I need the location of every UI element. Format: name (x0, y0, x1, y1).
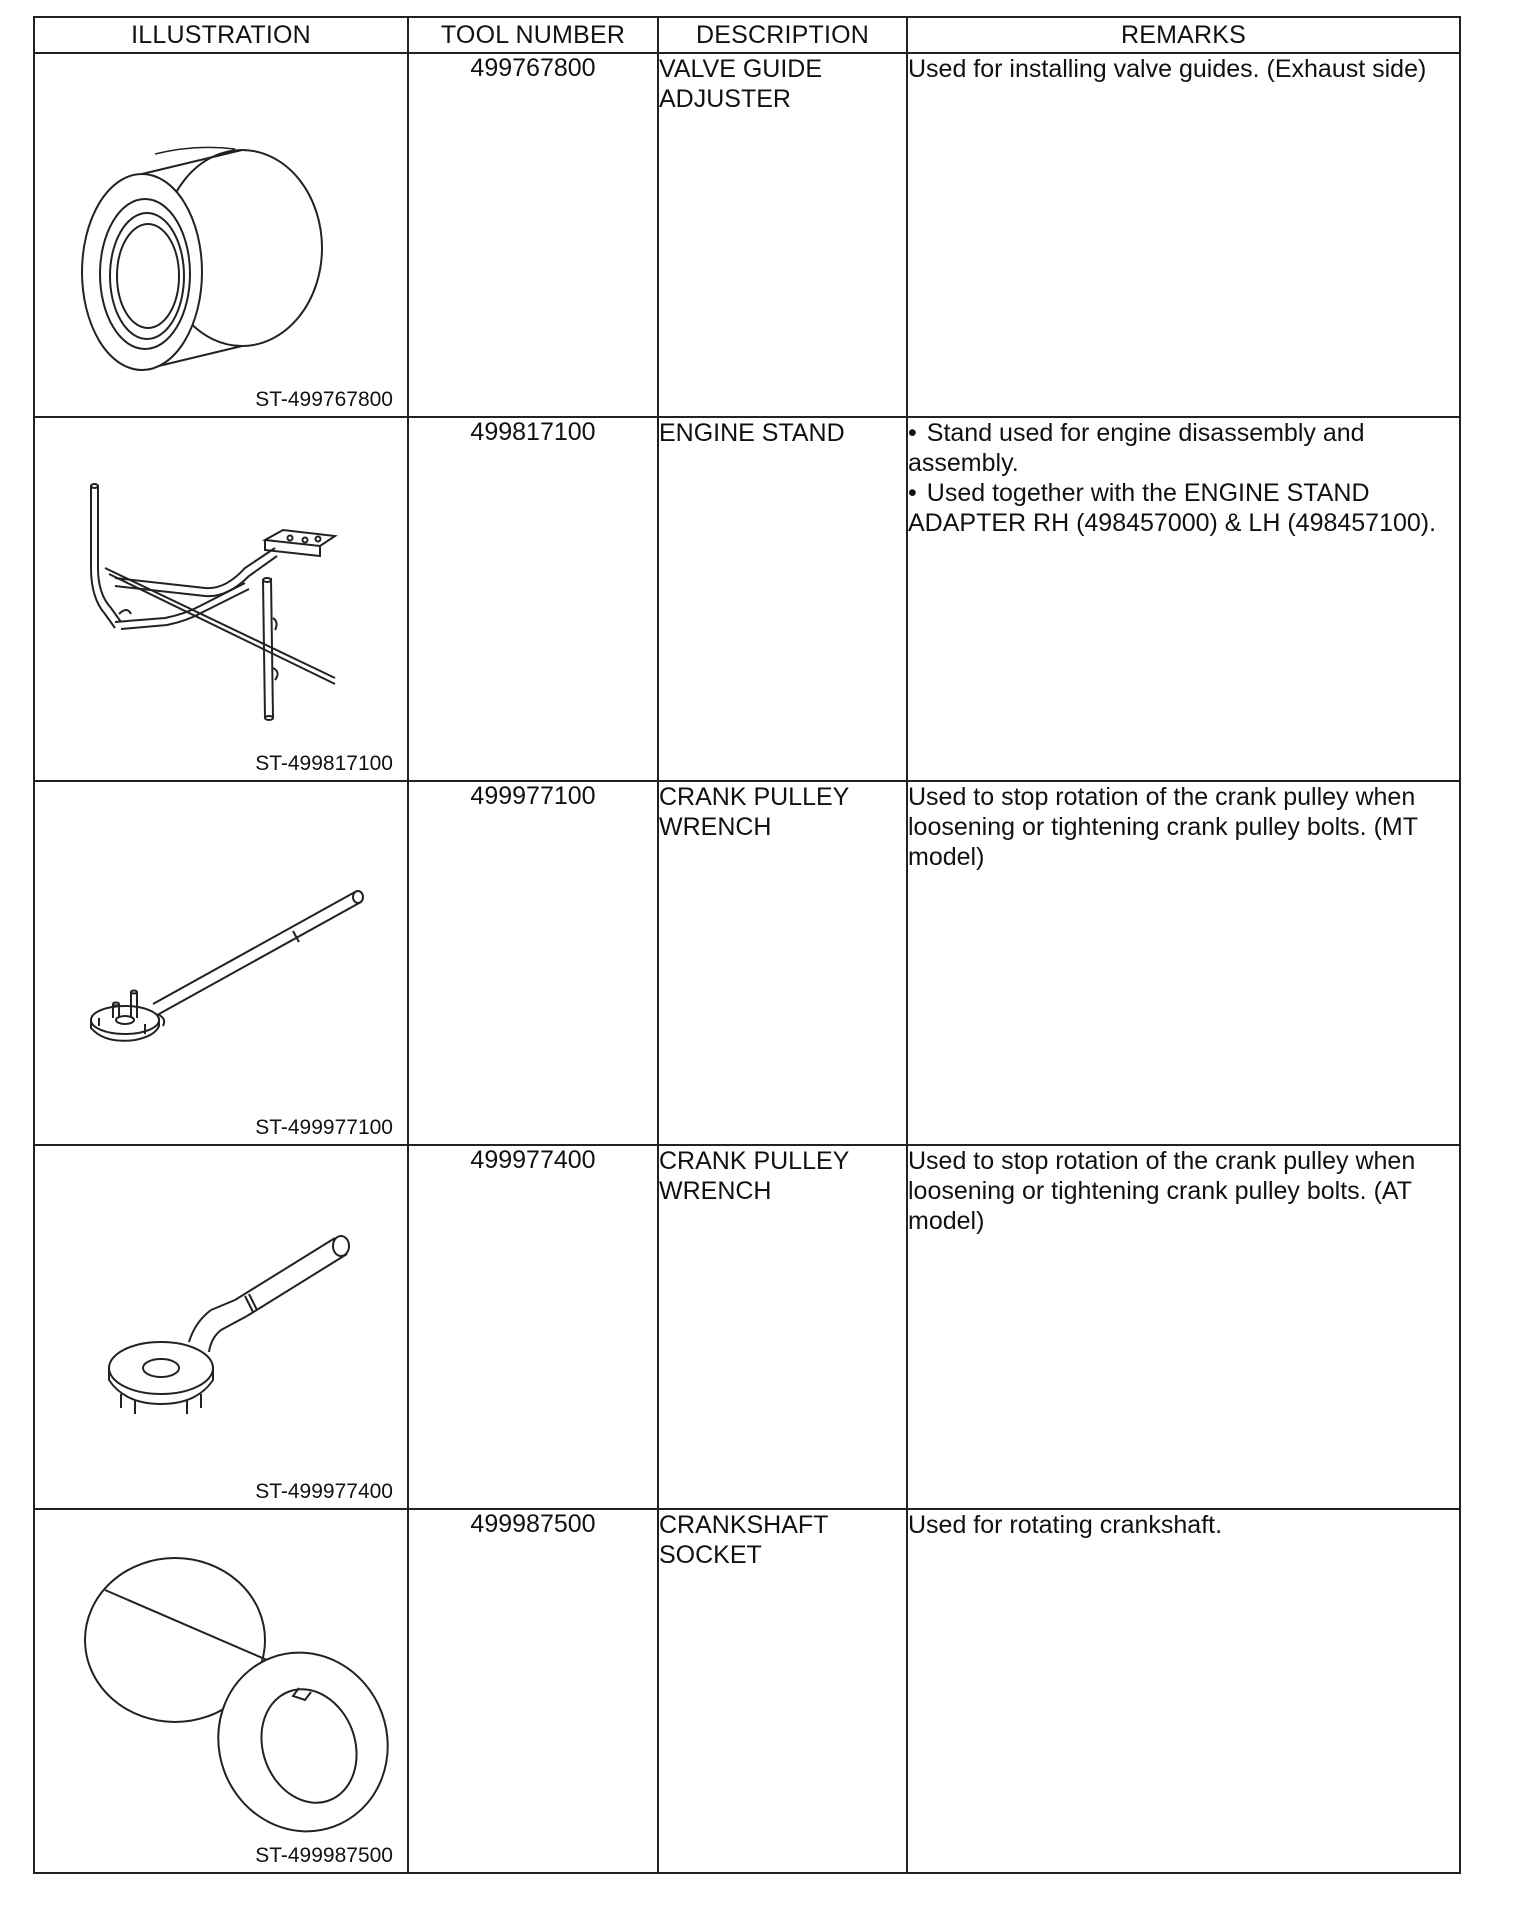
crankshaft-socket-icon (35, 1510, 407, 1874)
header-row (34, 17, 1460, 53)
remarks-bullet: • Stand used for engine disassembly and assembly. (908, 419, 1365, 477)
remarks-cell (907, 781, 1460, 1145)
description-line: VALVE GUIDE (659, 55, 823, 83)
tool-number-cell: 499817100 (408, 417, 658, 781)
description-cell (658, 53, 907, 417)
header-description: DESCRIPTION (658, 17, 907, 53)
special-tools-table (33, 16, 1461, 1874)
tool-number-cell: 499977400 (408, 1145, 658, 1509)
illustration-code: ST-499987500 (255, 1844, 393, 1867)
remarks-text: Used to stop rotation of the crank pulley when loosening or tightening crank pulley bolts. (MT model) (908, 783, 1418, 871)
description-line: SOCKET (659, 1541, 762, 1569)
crank-pulley-wrench-mt-icon (35, 782, 407, 1146)
remarks-bullet: • Used together with the ENGINE STAND ADAPTER RH (498457000) & LH (498457100). (908, 479, 1437, 537)
crank-pulley-wrench-at-icon (35, 1146, 407, 1510)
remarks-cell (907, 1145, 1460, 1509)
description-cell (658, 1509, 907, 1873)
description-cell (658, 781, 907, 1145)
description-line: CRANK PULLEY (659, 783, 850, 811)
illustration-cell (34, 1509, 408, 1873)
header-tool-number: TOOL NUMBER (408, 17, 658, 53)
remarks-bullet-text: Used together with the ENGINE STAND ADAPTER RH (498457000) & LH (498457100). (908, 479, 1437, 537)
remarks-text: Used for rotating crankshaft. (908, 1511, 1223, 1539)
remarks-cell (907, 1509, 1460, 1873)
tool-number-cell: 499767800 (408, 53, 658, 417)
description-line: WRENCH (659, 1177, 772, 1205)
engine-stand-icon (35, 418, 407, 782)
illustration-cell (34, 781, 408, 1145)
description-line: ADJUSTER (659, 85, 791, 113)
description-line: WRENCH (659, 813, 772, 841)
tool-number-cell: 499977100 (408, 781, 658, 1145)
illustration-cell (34, 53, 408, 417)
table-row (34, 417, 1460, 781)
description-cell (658, 1145, 907, 1509)
description-cell (658, 417, 907, 781)
illustration-code: ST-499977100 (255, 1116, 393, 1139)
remarks-bullet-text: Stand used for engine disassembly and assembly. (908, 419, 1365, 477)
remarks-cell (907, 53, 1460, 417)
table-row (34, 53, 1460, 417)
header-illustration: ILLUSTRATION (34, 17, 408, 53)
description-line: ENGINE STAND (659, 419, 845, 447)
tool-number-cell: 499987500 (408, 1509, 658, 1873)
table-row (34, 1509, 1460, 1873)
illustration-code: ST-499977400 (255, 1480, 393, 1503)
illustration-code: ST-499817100 (255, 752, 393, 775)
header-remarks: REMARKS (907, 17, 1460, 53)
description-line: CRANK PULLEY (659, 1147, 850, 1175)
remarks-text: Used to stop rotation of the crank pulley when loosening or tightening crank pulley bolts. (AT model) (908, 1147, 1416, 1235)
table-row (34, 781, 1460, 1145)
remarks-cell (907, 417, 1460, 781)
illustration-cell (34, 417, 408, 781)
remarks-text: Used for installing valve guides. (Exhaust side) (908, 55, 1427, 83)
illustration-cell (34, 1145, 408, 1509)
valve-guide-adjuster-icon (35, 54, 407, 418)
table-row (34, 1145, 1460, 1509)
description-line: CRANKSHAFT (659, 1511, 829, 1539)
illustration-code: ST-499767800 (255, 388, 393, 411)
